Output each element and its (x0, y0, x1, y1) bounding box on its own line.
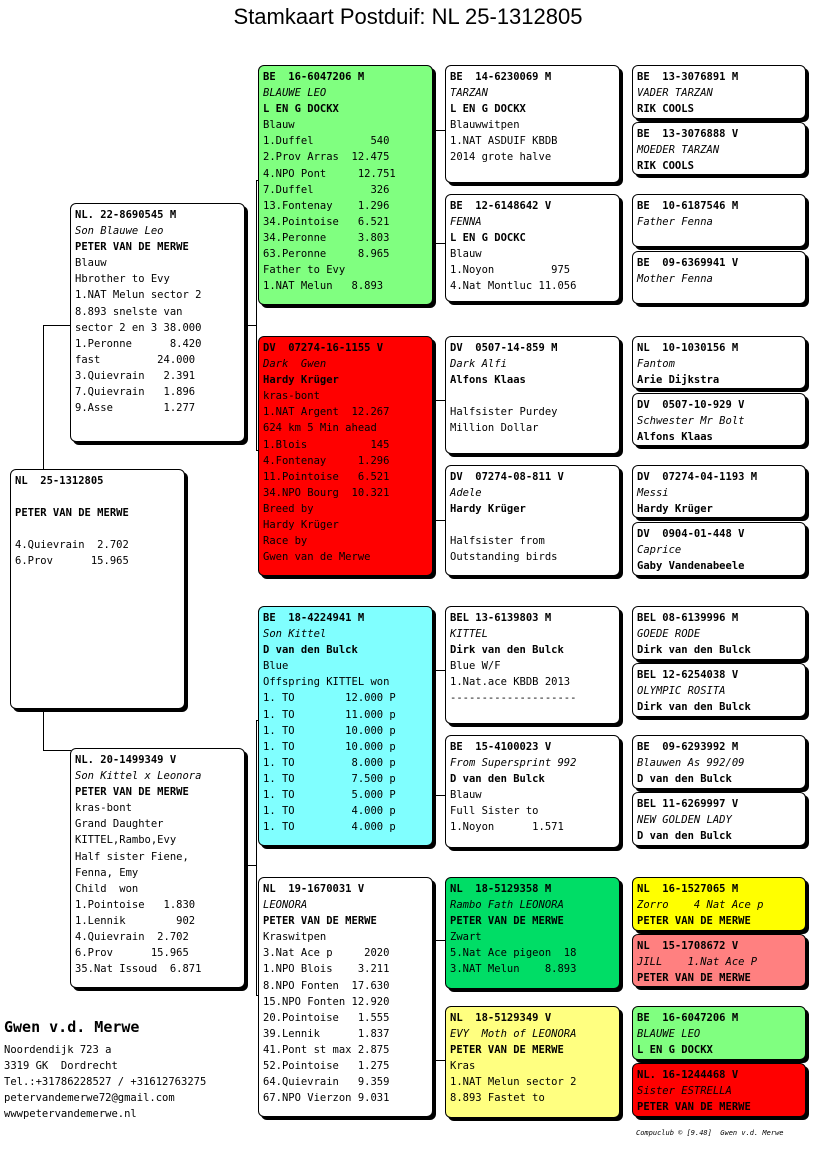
ring-number: NL. 22-8690545 M (75, 209, 177, 221)
info-line: Offspring KITTEL won (263, 676, 390, 689)
ring-number: BE 18-4224941 M (263, 612, 365, 624)
breeder-name: Hardy Krüger (450, 503, 526, 516)
owner-address-line: Noordendijk 723 a (4, 1044, 112, 1056)
owner-info (4, 1018, 206, 1122)
info-line: Blue W/F (450, 660, 501, 673)
ring-number: DV 07274-16-1155 V (263, 342, 384, 354)
info-line: 1.Pointoise 1.830 (75, 898, 196, 911)
pigeon-card-mmf[interactable] (445, 877, 620, 989)
info-line (15, 521, 180, 537)
info-line: Blauw (75, 257, 107, 270)
pigeon-name: Fantom (637, 358, 675, 371)
breeder-name: Arie Dijkstra (637, 374, 720, 387)
pigeon-name: EVY Moth of LEONORA (450, 1028, 577, 1041)
info-line: Hbrother to Evy (75, 273, 170, 286)
pigeon-name: FENNA (450, 216, 482, 229)
info-line: Full Sister to (450, 805, 539, 818)
breeder-name: Hardy Krüger (263, 374, 339, 387)
info-line: 34.Peronne 3.803 (263, 231, 390, 244)
pigeon-name: TARZAN (450, 87, 488, 100)
info-line: 1.Duffel 540 (263, 135, 390, 148)
breeder-name: PETER VAN DE MERWE (75, 786, 189, 799)
owner-address-line: 3319 GK Dordrecht (4, 1060, 118, 1072)
info-line: 41.Pont st max 2.875 (263, 1043, 390, 1056)
connector-line (245, 865, 257, 866)
ring-number: BEL 12-6254038 V (637, 669, 739, 681)
ring-number: BE 14-6230069 M (450, 71, 552, 83)
breeder-name: RIK COOLS (637, 103, 694, 116)
info-line: 6.Prov 15.965 (15, 555, 129, 568)
pigeon-card-g15[interactable] (632, 1006, 806, 1060)
info-line: Halfsister Purdey (450, 406, 558, 419)
info-line: 1. TO 11.000 p (263, 708, 396, 721)
footer-credit: Compuclub © [9.48] Gwen v.d. Merwe (636, 1129, 784, 1137)
info-line: 34.NPO Bourg 10.321 (263, 486, 390, 499)
pigeon-name: Zorro 4 Nat Ace p (637, 899, 764, 912)
info-line: Child won (75, 882, 139, 895)
pigeon-card-mfm[interactable] (445, 735, 620, 848)
owner-email[interactable]: petervandemerwe72@gmail.com (4, 1092, 175, 1104)
info-line: Outstanding birds (450, 551, 558, 564)
pigeon-name: JILL 1.Nat Ace P (637, 956, 758, 969)
breeder-name: PETER VAN DE MERWE (450, 1044, 564, 1057)
breeder-name: PETER VAN DE MERWE (637, 1101, 751, 1114)
ring-number: BE 13-3076891 M (637, 71, 739, 83)
ring-number: DV 0507-10-929 V (637, 399, 745, 411)
info-line: Zwart (450, 931, 482, 944)
breeder-name: PETER VAN DE MERWE (450, 915, 564, 928)
info-line: Father to Evy (263, 264, 346, 277)
info-line: Fenna, Emy (75, 866, 139, 879)
pigeon-name: Sister ESTRELLA (637, 1085, 732, 1098)
pigeon-card-subject[interactable] (10, 469, 185, 709)
pigeon-card-g1[interactable] (632, 65, 806, 119)
pigeon-name: Dark Gwen (263, 358, 327, 371)
breeder-name: L EN G DOCKC (450, 232, 526, 245)
pigeon-card-mother[interactable] (70, 748, 245, 988)
ring-number: BEL 08-6139996 M (637, 612, 739, 624)
ring-number: DV 07274-04-1193 M (637, 471, 758, 483)
pigeon-card-father[interactable] (70, 203, 245, 442)
pigeon-card-fmf[interactable] (445, 336, 620, 454)
info-line: 1.NAT Melun sector 2 (450, 1076, 577, 1089)
info-line: 4.Fontenay 1.296 (263, 454, 390, 467)
info-line: 4.NPO Pont 12.751 (263, 167, 396, 180)
pigeon-card-mother-father[interactable] (258, 606, 433, 846)
ring-number: BE 16-6047206 M (637, 1012, 739, 1024)
breeder-name: L EN G DOCKX (263, 103, 339, 116)
info-line: 7.Duffel 326 (263, 183, 390, 196)
pigeon-card-g5[interactable] (632, 336, 806, 389)
pigeon-card-mother-mother[interactable] (258, 877, 433, 1117)
info-line: 1.Nat.ace KBDB 2013 (450, 676, 571, 689)
pigeon-name: Blauwen As 992/09 (637, 757, 745, 770)
info-line: Breed by (263, 502, 314, 515)
info-line: 1. TO 10.000 p (263, 724, 396, 737)
owner-name: Gwen v.d. Merwe (4, 1018, 140, 1036)
info-line: Blauwwitpen (450, 119, 520, 132)
pigeon-name: Adele (450, 487, 482, 500)
info-line: fast 24.000 (75, 353, 196, 366)
ring-number: DV 0904-01-448 V (637, 528, 745, 540)
ring-number: BE 09-6293992 M (637, 741, 739, 753)
ring-number: NL 10-1030156 M (637, 342, 739, 354)
info-line: 8.NPO Fonten 17.630 (263, 979, 390, 992)
pigeon-name: From Supersprint 992 (450, 757, 577, 770)
info-line: 624 km 5 Min ahead (263, 422, 377, 435)
pigeon-card-father-father[interactable] (258, 65, 433, 305)
pigeon-card-fmm[interactable] (445, 465, 620, 576)
connector-line (43, 325, 71, 326)
breeder-name: PETER VAN DE MERWE (637, 972, 751, 985)
info-line (450, 517, 615, 533)
info-line: 3.Quievrain 2.391 (75, 369, 196, 382)
info-line: 15.NPO Fonten 12.920 (263, 995, 390, 1008)
pigeon-name: Dark Alfi (450, 358, 507, 371)
ring-number: BE 12-6148642 V (450, 200, 552, 212)
info-line: 67.NPO Vierzon 9.031 (263, 1092, 390, 1105)
info-line: Kras (450, 1060, 476, 1073)
pigeon-card-g14[interactable] (632, 934, 806, 987)
pigeon-name: NEW GOLDEN LADY (637, 814, 732, 827)
pigeon-name: LEONORA (263, 899, 308, 912)
info-line: 7.Quievrain 1.896 (75, 386, 196, 399)
pigeon-card-g4[interactable] (632, 251, 806, 304)
ring-number: BE 10-6187546 M (637, 200, 739, 212)
ring-number: BE 09-6369941 V (637, 257, 739, 269)
info-line: 63.Peronne 8.965 (263, 248, 390, 261)
ring-number: NL 19-1670031 V (263, 883, 365, 895)
connector-line (256, 180, 257, 450)
pigeon-name: Rambo Fath LEONORA (450, 899, 564, 912)
breeder-name: D van den Bulck (450, 773, 545, 786)
page-title: Stamkaart Postduif: NL 25-1312805 (233, 4, 583, 29)
ring-number: NL 18-5129358 M (450, 883, 552, 895)
info-line: Blauw (450, 789, 482, 802)
info-line: 1. TO 4.000 p (263, 821, 396, 834)
info-line: 3.NAT Melun 8.893 (450, 963, 577, 976)
breeder-name: Dirk van den Bulck (637, 644, 751, 657)
info-line: 1. TO 10.000 p (263, 740, 396, 753)
breeder-name: Hardy Krüger (637, 503, 713, 516)
pigeon-card-g12[interactable] (632, 792, 806, 846)
info-line: Blue (263, 660, 289, 673)
info-line: 2014 grote halve (450, 151, 552, 164)
pigeon-name: MOEDER TARZAN (637, 144, 720, 157)
info-line: kras-bont (75, 802, 132, 815)
owner-phone: Tel.:+31786228527 / +31612763275 (4, 1076, 207, 1088)
pigeon-name: KITTEL (450, 628, 488, 641)
pigeon-name: Messi (637, 487, 669, 500)
pigeon-card-fff[interactable] (445, 65, 620, 183)
pigeon-card-g6[interactable] (632, 393, 806, 446)
pigeon-card-g11[interactable] (632, 735, 806, 789)
pigeon-name: Son Kittel x Leonora (75, 770, 202, 783)
info-line: 1. TO 5.000 P (263, 789, 396, 802)
pigeon-name: GOEDE RODE (637, 628, 701, 641)
breeder-name: Dirk van den Bulck (637, 701, 751, 714)
info-line: Halfsister from (450, 535, 545, 548)
breeder-name: L EN G DOCKX (637, 1044, 713, 1057)
info-line (15, 489, 180, 505)
pigeon-name: OLYMPIC ROSITA (637, 685, 726, 698)
pigeon-card-g10[interactable] (632, 663, 806, 717)
info-line: 8.893 Fastet to (450, 1092, 545, 1105)
info-line: KITTEL,Rambo,Evy (75, 834, 177, 847)
info-line: 34.Pointoise 6.521 (263, 215, 390, 228)
pigeon-name: Mother Fenna (637, 273, 713, 286)
info-line: 20.Pointoise 1.555 (263, 1011, 390, 1024)
ring-number: NL. 20-1499349 V (75, 754, 177, 766)
info-line: 6.Prov 15.965 (75, 947, 189, 960)
info-line: 1. TO 7.500 p (263, 772, 396, 785)
connector-line (256, 720, 257, 995)
info-line: 4.Quievrain 2.702 (75, 931, 189, 944)
ring-number: DV 07274-08-811 V (450, 471, 564, 483)
ring-number: BEL 13-6139803 M (450, 612, 552, 624)
breeder-name: RIK COOLS (637, 160, 694, 173)
info-line: 1.NAT Melun 8.893 (263, 280, 384, 293)
info-line: Million Dollar (450, 422, 539, 435)
breeder-name: PETER VAN DE MERWE (75, 241, 189, 254)
breeder-name: PETER VAN DE MERWE (263, 915, 377, 928)
info-line: kras-bont (263, 390, 320, 403)
breeder-name: Alfons Klaas (450, 374, 526, 387)
pigeon-card-mmm[interactable] (445, 1006, 620, 1118)
breeder-name: PETER VAN DE MERWE (15, 507, 129, 520)
info-line (450, 388, 615, 404)
pigeon-name: Father Fenna (637, 216, 713, 229)
pigeon-name: Son Blauwe Leo (75, 225, 164, 238)
info-line: 1.Peronne 8.420 (75, 337, 202, 350)
info-line: 1. TO 8.000 p (263, 756, 396, 769)
pigeon-card-g3[interactable] (632, 194, 806, 247)
ring-number: DV 0507-14-859 M (450, 342, 558, 354)
pigeon-card-mff[interactable] (445, 606, 620, 724)
pigeon-name: Schwester Mr Bolt (637, 415, 745, 428)
info-line: 1.NAT Argent 12.267 (263, 406, 390, 419)
info-line: Kraswitpen (263, 931, 327, 944)
owner-website[interactable]: wwwpetervandemerwe.nl (4, 1108, 137, 1120)
info-line: 1.Lennik 902 (75, 914, 196, 927)
ring-number: BE 15-4100023 V (450, 741, 552, 753)
info-line: 1.Blois 145 (263, 438, 390, 451)
info-line: 8.893 snelste van (75, 305, 183, 318)
info-line: 3.Nat Ace p 2020 (263, 947, 390, 960)
info-line: 1.Noyon 975 (450, 264, 571, 277)
info-line: sector 2 en 3 38.000 (75, 321, 202, 334)
info-line: 1.NAT Melun sector 2 (75, 289, 202, 302)
info-line: 1.NAT ASDUIF KBDB (450, 135, 558, 148)
pigeon-name: Son Kittel (263, 628, 327, 641)
pigeon-name: Caprice (637, 544, 682, 557)
ring-number: NL. 16-1244468 V (637, 1069, 739, 1081)
ring-number: NL 15-1708672 V (637, 940, 739, 952)
breeder-name: D van den Bulck (637, 830, 732, 843)
pigeon-card-g16[interactable] (632, 1063, 806, 1117)
breeder-name: Alfons Klaas (637, 431, 713, 444)
breeder-name: D van den Bulck (263, 644, 358, 657)
info-line: 52.Pointoise 1.275 (263, 1060, 390, 1073)
pigeon-name: BLAUWE LEO (637, 1028, 701, 1041)
ring-number: BEL 11-6269997 V (637, 798, 739, 810)
info-line: 2.Prov Arras 12.475 (263, 151, 390, 164)
info-line: 64.Quievrain 9.359 (263, 1076, 390, 1089)
info-line: 35.Nat Issoud 6.871 (75, 963, 202, 976)
pigeon-card-g7[interactable] (632, 465, 806, 518)
connector-line (245, 325, 257, 326)
info-line: 1.NPO Blois 3.211 (263, 963, 390, 976)
info-line: 9.Asse 1.277 (75, 402, 196, 415)
info-line: Grand Daughter (75, 818, 164, 831)
ring-number: NL 16-1527065 M (637, 883, 739, 895)
ring-number: BE 16-6047206 M (263, 71, 365, 83)
info-line: 1. TO 4.000 p (263, 805, 396, 818)
info-line: 1. TO 12.000 P (263, 692, 396, 705)
pigeon-card-ffm[interactable] (445, 194, 620, 302)
ring-number: BE 13-3076888 V (637, 128, 739, 140)
info-line: -------------------- (450, 692, 577, 705)
breeder-name: Dirk van den Bulck (450, 644, 564, 657)
info-line: Hardy Krüger (263, 519, 339, 532)
info-line: Half sister Fiene, (75, 850, 189, 863)
info-line: Race by (263, 535, 308, 548)
info-line: Blauw (263, 119, 295, 132)
breeder-name: L EN G DOCKX (450, 103, 526, 116)
breeder-name: D van den Bulck (637, 773, 732, 786)
info-line: 39.Lennik 1.837 (263, 1027, 390, 1040)
pigeon-name: BLAUWE LEO (263, 87, 327, 100)
pigeon-card-g9[interactable] (632, 606, 806, 660)
info-line: 5.Nat Ace pigeon 18 (450, 947, 577, 960)
info-line: 4.Quievrain 2.702 (15, 539, 129, 552)
breeder-name: PETER VAN DE MERWE (637, 915, 751, 928)
info-line: Blauw (450, 248, 482, 261)
breeder-name: Gaby Vandenabeele (637, 560, 745, 573)
ring-number: NL 25-1312805 (15, 475, 104, 487)
info-line: 13.Fontenay 1.296 (263, 199, 390, 212)
connector-line (43, 750, 71, 751)
pigeon-name: VADER TARZAN (637, 87, 713, 100)
pigeon-card-g2[interactable] (632, 122, 806, 175)
info-line: 11.Pointoise 6.521 (263, 470, 390, 483)
info-line: 1.Noyon 1.571 (450, 821, 564, 834)
info-line: Gwen van de Merwe (263, 551, 371, 564)
ring-number: NL 18-5129349 V (450, 1012, 552, 1024)
pigeon-card-g8[interactable] (632, 522, 806, 576)
pigeon-card-father-mother[interactable] (258, 336, 433, 576)
info-line: 4.Nat Montluc 11.056 (450, 280, 577, 293)
pigeon-card-g13[interactable] (632, 877, 806, 931)
